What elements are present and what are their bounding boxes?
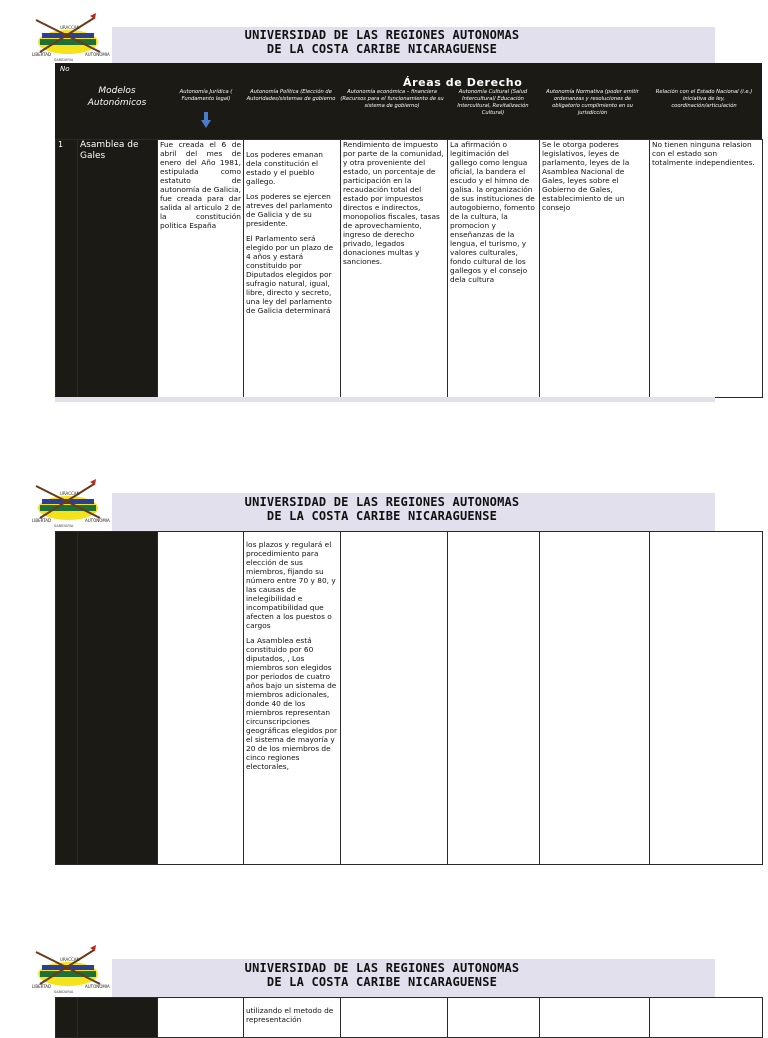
cell-politica: [244, 998, 341, 1038]
politica-paragraph: La Asamblea está constituido por 60 diputados, , Los miembros son elegidos por periodos de cuatro años bajo un sistema de miembros adicionales, donde 40 de los miembros representan circunscripciones geográficas elegidos por el sistema de mayoría y 20 de los miembros de cinco regiones electorales,: [246, 636, 338, 771]
row-modelo: [78, 532, 158, 865]
university-logo: [30, 478, 114, 528]
politica-paragraph: utilizando el metodo de representación: [246, 1006, 334, 1024]
cell-relacion: [650, 532, 763, 865]
logo-top-text: URACCAN: [60, 491, 80, 496]
table-page-1: [55, 139, 763, 398]
university-logo: [30, 12, 114, 62]
logo-top-text: URACCAN: [60, 25, 80, 30]
page-title: [112, 495, 652, 523]
cell-normativa: Se le otorga poderes legislativos, leyes de parlamento, leyes de la Asamblea Nacional de Gales, leyes sobre el Gobierno de Gales, establecimiento de un consejo: [540, 140, 650, 398]
table-row: [56, 532, 763, 865]
table-row: [56, 998, 763, 1038]
cell-economica: [341, 532, 448, 865]
logo-bottom-text: SABIDURIA: [54, 58, 74, 62]
header-modelos: Modelos Autonómicos: [87, 86, 147, 108]
row-modelo: [78, 998, 158, 1038]
logo-left-text: LIBERTAD: [32, 518, 52, 523]
politica-paragraph: Los poderes se ejercen atreves del parlamento de Galicia y de su presidente.: [246, 192, 333, 228]
table-header: [55, 63, 762, 139]
logo-right-text: AUTONOMIA: [85, 52, 110, 57]
logo-right-text: AUTONOMIA: [85, 984, 110, 989]
logo-right-text: AUTONOMIA: [85, 518, 110, 523]
cell-cultural: La afirmación o legitimación del gallego como lengua oficial, la bandera el escudo y el himno de galisa. la organización de sus instituciones de autogobierno, fomento de la cultura, la promocion y enseñanzas de la lengua, el turismo, y valores culturales, fondo cultural de los gallegos y el consejo dela cultura: [448, 140, 540, 398]
arrow-down-icon: [201, 112, 211, 128]
title-line-2: DE LA COSTA CARIBE NICARAGUENSE: [266, 42, 498, 56]
header-col-economica: Autonomía económica – financiera (Recursos para el funcionamiento de su sistema de gobierno): [340, 89, 444, 109]
page-footer-band: [55, 397, 715, 402]
logo-bottom-text: SABIDURIA: [54, 990, 74, 994]
logo-left-text: LIBERTAD: [32, 52, 52, 57]
header-col-politica: Autonomía Política (Elección de Autoridades/sistemas de gobierno: [246, 89, 336, 102]
title-line-1: UNIVERSIDAD DE LAS REGIONES AUTONOMAS: [244, 495, 520, 509]
page-title: [112, 28, 652, 56]
row-number: [56, 532, 78, 865]
title-line-1: UNIVERSIDAD DE LAS REGIONES AUTONOMAS: [244, 961, 520, 975]
table-page-2: [55, 531, 763, 865]
title-line-1: UNIVERSIDAD DE LAS REGIONES AUTONOMAS: [244, 28, 520, 42]
logo-left-text: LIBERTAD: [32, 984, 52, 989]
cell-juridica: [158, 998, 244, 1038]
cell-politica: [244, 140, 341, 398]
cell-normativa: [540, 998, 650, 1038]
header-col-normativa: Autonomía Normativa (poder emitir ordenanzas y resoluciones de obligatorio cumplimiento en su jurisdicción: [546, 89, 639, 116]
politica-paragraph: los plazos y regulará el procedimiento para elección de sus miembros, fijando su número entre 70 y 80, y las causas de inelegibilidad e incompatibilidad que afecten a los puestos o cargos: [246, 540, 336, 630]
cell-economica: [341, 998, 448, 1038]
logo-top-text: URACCAN: [60, 957, 80, 962]
cell-relacion: No tienen ninguna relasion con el estado son totalmente independientes.: [650, 140, 763, 398]
cell-cultural: [448, 532, 540, 865]
header-col-juridica: Autonomía Jurídica ( Fundamento legal): [179, 89, 233, 102]
header-col-cultural: Autonomía Cultural (Salud Intercultural/ Educación Intercultural, Revitalización Cultural): [457, 89, 529, 116]
university-logo: [30, 944, 114, 994]
page-title: [112, 961, 652, 989]
cell-juridica: Fue creada el 6 de abril del mes de enero del Año 1981, estipulada como estatuto de autonomía de Galicia, fue creada para dar salida al articulo 2 de la constitución política España: [158, 140, 244, 398]
header-areas: Áreas de Derecho: [403, 76, 523, 89]
row-number: 1: [56, 140, 78, 398]
row-modelo: Asamblea de Gales: [78, 140, 158, 398]
table-row: [56, 140, 763, 398]
politica-paragraph: El Parlamento será elegido por un plazo de 4 años y estará constituido por Diputados elegidos por sufragio natural, igual, libre, directo y secreto, una ley del parlamento de Galicia determinará: [246, 234, 334, 315]
title-line-2: DE LA COSTA CARIBE NICARAGUENSE: [266, 975, 498, 989]
politica-paragraph: Los poderes emanan dela constitución el estado y el pueblo gallego.: [246, 150, 323, 186]
logo-bottom-text: SABIDURIA: [54, 524, 74, 528]
cell-economica: Rendimiento de impuesto por parte de la comunidad, y otra proveniente del estado, un porcentaje de participación en la recaudación total del estado por impuestos directos e indirectos, monopolios fiscales, tasas de aprovechamiento, ingreso de derecho privado, legados donaciones multas y sanciones.: [341, 140, 448, 398]
table-page-3: [55, 997, 763, 1038]
cell-cultural: [448, 998, 540, 1038]
cell-politica: [244, 532, 341, 865]
cell-juridica: [158, 532, 244, 865]
header-col-relacion: Relación con el Estado Nacional (i.e.) iniciativa de ley, coordinación/articulación: [655, 89, 753, 109]
cell-normativa: [540, 532, 650, 865]
header-no: No: [60, 65, 70, 73]
title-line-2: DE LA COSTA CARIBE NICARAGUENSE: [266, 509, 498, 523]
row-number: [56, 998, 78, 1038]
cell-relacion: [650, 998, 763, 1038]
